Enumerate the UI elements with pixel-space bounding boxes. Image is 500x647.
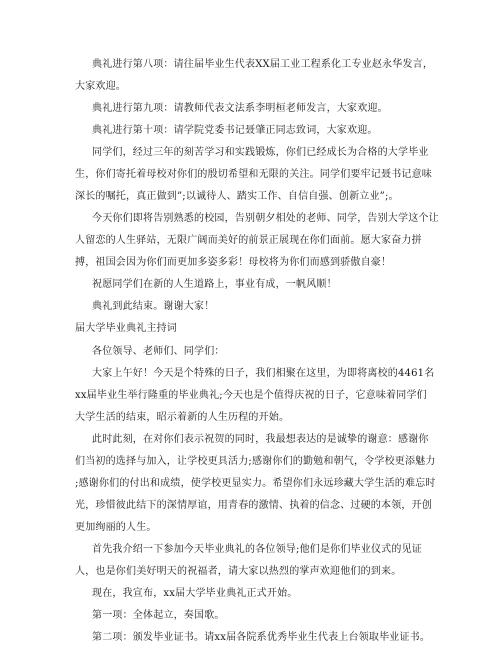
body-line-21: 光，珍惜彼此结下的深情厚谊，用青春的激情、执着的信念、过硬的本领，开创 [75, 500, 432, 511]
body-line-20: ;感谢你们的付出和成绩，使学校更显实力。希望你们永远珍藏大学生活的难忘时 [75, 478, 436, 489]
body-line-12: 典礼到此结束。谢谢大家！ [92, 301, 215, 312]
body-line-6: 生，你们寄托着母校对你们的殷切希望和无限的关注。同学们要牢记聂书记意味 [75, 169, 432, 180]
body-line-9: 人留恋的人生驿站，无限广阔而美好的前景正展现在你们面前。愿大家奋力拼 [75, 235, 422, 246]
body-line-3: 典礼进行第九项：请教师代表文法系李明桓老师发言，大家欢迎。 [92, 103, 388, 114]
body-line-8: 今天你们即将告别熟悉的校园，告别朝夕相处的老师、同学，告别大学这个让 [92, 213, 439, 224]
body-line-2: 大家欢迎。 [75, 81, 126, 92]
body-line-1: 典礼进行第八项：请往届毕业生代表XX届工业工程系化工专业赵永华发言， [92, 59, 434, 70]
body-line-24: 人，也是你们美好明天的祝福者，请大家以热烈的掌声欢迎他们的到来。 [75, 566, 402, 577]
body-line-7: 深长的嘱托，真正做到”;以诚待人、踏实工作、自信自强、创新立业”;。 [75, 191, 399, 202]
body-line-4: 典礼进行第十项：请学院党委书记聂肇正同志致词，大家欢迎。 [92, 125, 378, 136]
body-line-14: 各位领导、老师们、同学们： [92, 346, 225, 357]
body-line-11: 祝愿同学们在新的人生道路上，事业有成，一帆风顺！ [92, 279, 337, 290]
body-line-5: 同学们，经过三年的刻苦学习和实践锻炼，你们已经成长为合格的大学毕业 [92, 147, 429, 158]
body-line-23: 首先我介绍一下参加今天毕业典礼的各位领导;他们是你们毕业仪式的见证 [92, 544, 422, 555]
body-line-27: 第二项：颁发毕业证书。请xx届各院系优秀毕业生代表上台领取毕业证书。 [92, 632, 431, 643]
section-title: 届大学毕业典礼主持词 [75, 323, 177, 334]
body-line-19: 们当初的选择与加入，让学校更具活力;感谢你们的勤勉和朝气，令学校更添魅力 [75, 456, 436, 467]
body-line-25: 现在，我宣布，xx届大学毕业典礼正式开始。 [92, 588, 298, 599]
body-line-18: 此时此刻，在对你们表示祝贺的同时，我最想表达的是诚挚的谢意：感谢你 [92, 434, 429, 445]
body-line-26: 第一项：全体起立，奏国歌。 [92, 610, 225, 621]
body-line-15: 大家上午好！今天是个特殊的日子，我们相聚在这里，为即将离校的4461名 [92, 368, 435, 379]
body-line-22: 更加绚丽的人生。 [75, 522, 157, 533]
body-line-16: xx届毕业生举行隆重的毕业典礼;今天也是个值得庆祝的日子，它意味着同学们 [75, 390, 427, 401]
body-line-10: 搏，祖国会因为你们而更加多姿多彩！母校将为你们而感到骄傲自豪！ [75, 257, 392, 268]
body-line-17: 大学生活的结束，昭示着新的人生历程的开始。 [75, 412, 290, 423]
